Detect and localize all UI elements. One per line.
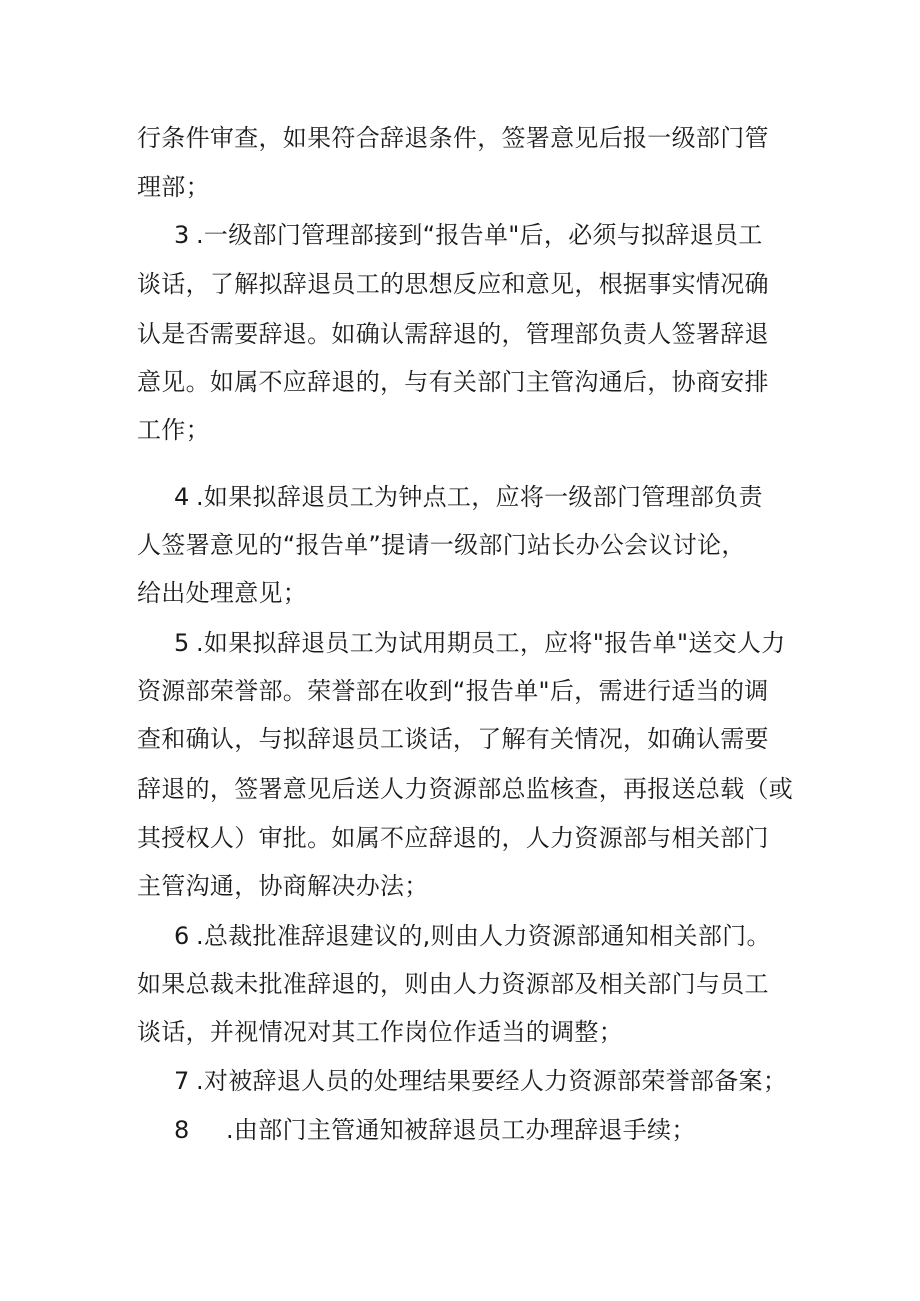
item-number: 8: [174, 1116, 190, 1144]
item-number: 5: [174, 629, 190, 657]
paragraph-item-3: [174, 219, 763, 251]
paragraph-item-8: [174, 1114, 696, 1146]
paragraph-line: 认是否需要辞退。如确认需辞退的，管理部负责人签署辞退: [137, 320, 769, 348]
paragraph-line: .如果拟辞退员工为钟点工，应将一级部门管理部负责: [196, 483, 763, 511]
paragraph-item-7: [174, 1065, 787, 1097]
paragraph-line: 谈话，并视情况对其工作岗位作适当的调整；: [137, 1018, 623, 1046]
paragraph-item-5: [174, 627, 786, 659]
item-number: 3: [174, 221, 190, 249]
paragraph-line: 资源部荣誉部。荣誉部在收到“报告单"后，需进行适当的调: [137, 677, 769, 705]
paragraph-line: 工作；: [137, 416, 210, 444]
paragraph-line: 行条件审查，如果符合辞退条件，签署意见后报一级部门管: [137, 124, 769, 152]
paragraph-line: 理部；: [137, 173, 210, 201]
paragraph-line: 如果总裁未批准辞退的，则由人力资源部及相关部门与员工: [137, 970, 769, 998]
paragraph-line: 谈话，了解拟辞退员工的思想反应和意见，根据事实情况确: [137, 270, 769, 298]
paragraph-line: 辞退的，签署意见后送人力资源部总监核查，再报送总载（或: [137, 775, 794, 803]
paragraph-line: 主管沟通，协商解决办法；: [137, 872, 429, 900]
paragraph-line: 给出处理意见；: [137, 579, 308, 607]
item-number: 4: [174, 483, 190, 511]
paragraph-line: .由部门主管通知被辞退员工办理辞退手续；: [226, 1116, 696, 1144]
item-number: 7: [174, 1067, 190, 1095]
paragraph-line: 意见。如属不应辞退的，与有关部门主管沟通后，协商安排: [137, 368, 769, 396]
paragraph-line: 其授权人）审批。如属不应辞退的，人力资源部与相关部门: [137, 824, 769, 852]
item-number: 6: [174, 922, 190, 950]
paragraph-line: .总裁批准辞退建议的,则由人力资源部通知相关部门。: [196, 922, 771, 950]
paragraph-line: 人签署意见的“报告单”提请一级部门站长办公会议讨论，: [137, 531, 746, 559]
paragraph-line: .如果拟辞退员工为试用期员工，应将"报告单"送交人力: [196, 629, 786, 657]
paragraph-line: .一级部门管理部接到“报告单"后，必须与拟辞退员工: [196, 221, 763, 249]
paragraph-line: 查和确认，与拟辞退员工谈话，了解有关情况，如确认需要: [137, 725, 769, 753]
paragraph-line: .对被辞退人员的处理结果要经人力资源部荣誉部备案；: [196, 1067, 788, 1095]
paragraph-item-4: [174, 481, 763, 513]
paragraph-item-6: [174, 920, 771, 952]
